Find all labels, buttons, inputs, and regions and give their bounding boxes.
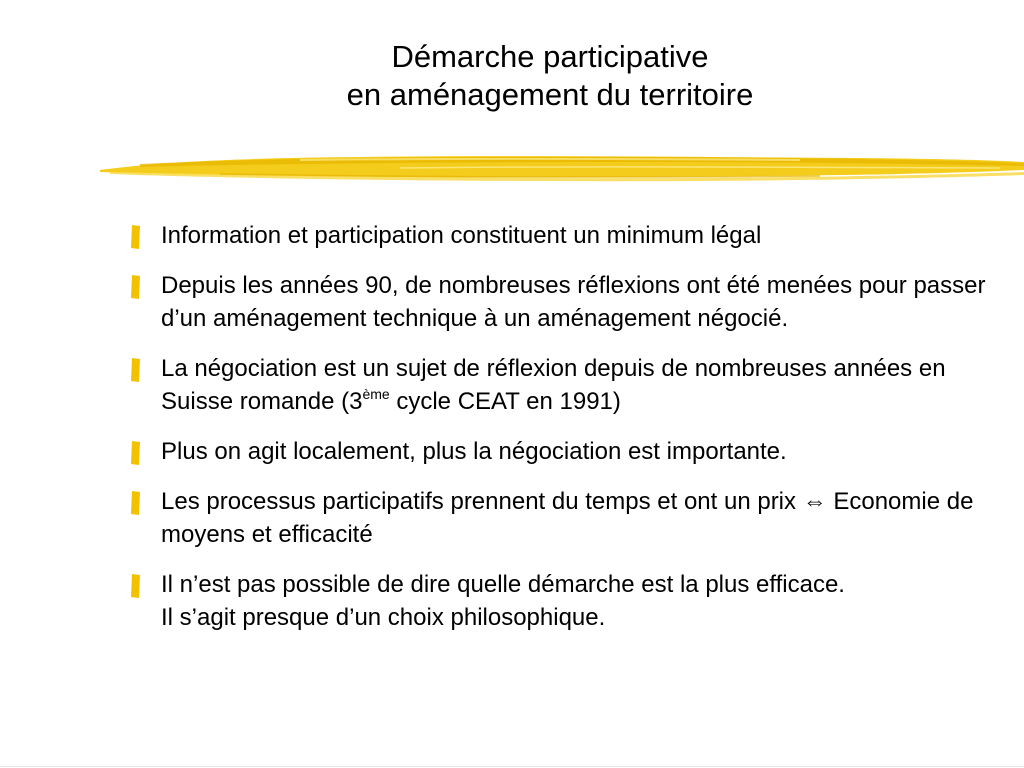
yellow-bar-bullet-icon	[131, 275, 140, 299]
slide-title	[0, 38, 1024, 114]
title-underline-brushstroke	[100, 148, 1024, 188]
yellow-bar-bullet-icon	[131, 358, 140, 382]
bullet-item	[128, 568, 1008, 634]
bullet-item	[128, 435, 1008, 468]
yellow-bar-bullet-icon	[131, 574, 140, 598]
bullet-text: Depuis les années 90, de nombreuses réflexions ont été menées pour passer d’un aménagement technique à un aménagement négocié.	[161, 272, 986, 332]
bullet-item	[128, 269, 1008, 335]
yellow-bar-bullet-icon	[131, 441, 140, 465]
bullet-item	[128, 352, 1008, 418]
superscript-ordinal: ème	[362, 386, 390, 402]
slide-title-line-1: Démarche participative	[391, 39, 709, 74]
bullet-text-line-2: Il s’agit presque d’un choix philosophique.	[161, 604, 606, 631]
bullet-text: La négociation est un sujet de réflexion depuis de nombreuses années en Suisse romande (3	[161, 355, 946, 415]
bullet-text-continued: Economie de moyens et efficacité	[161, 488, 974, 548]
yellow-bar-bullet-icon	[131, 225, 140, 249]
bullet-text: Les processus participatifs prennent du temps et ont un prix	[161, 488, 803, 515]
equivalence-arrow-icon: ⇔	[802, 488, 827, 515]
bullet-text-continued: cycle CEAT en 1991)	[389, 388, 621, 415]
bullet-item	[128, 219, 1008, 252]
bullet-text: Information et participation constituent un minimum légal	[161, 222, 762, 249]
bullet-list	[128, 219, 1008, 651]
bullet-text: Plus on agit localement, plus la négociation est importante.	[161, 438, 787, 465]
slide-title-line-2: en aménagement du territoire	[346, 77, 754, 112]
yellow-bar-bullet-icon	[131, 491, 140, 515]
bullet-text-line-1: Il n’est pas possible de dire quelle démarche est la plus efficace.	[161, 571, 845, 598]
slide-bottom-divider	[0, 766, 1024, 767]
bullet-item	[128, 485, 1008, 551]
